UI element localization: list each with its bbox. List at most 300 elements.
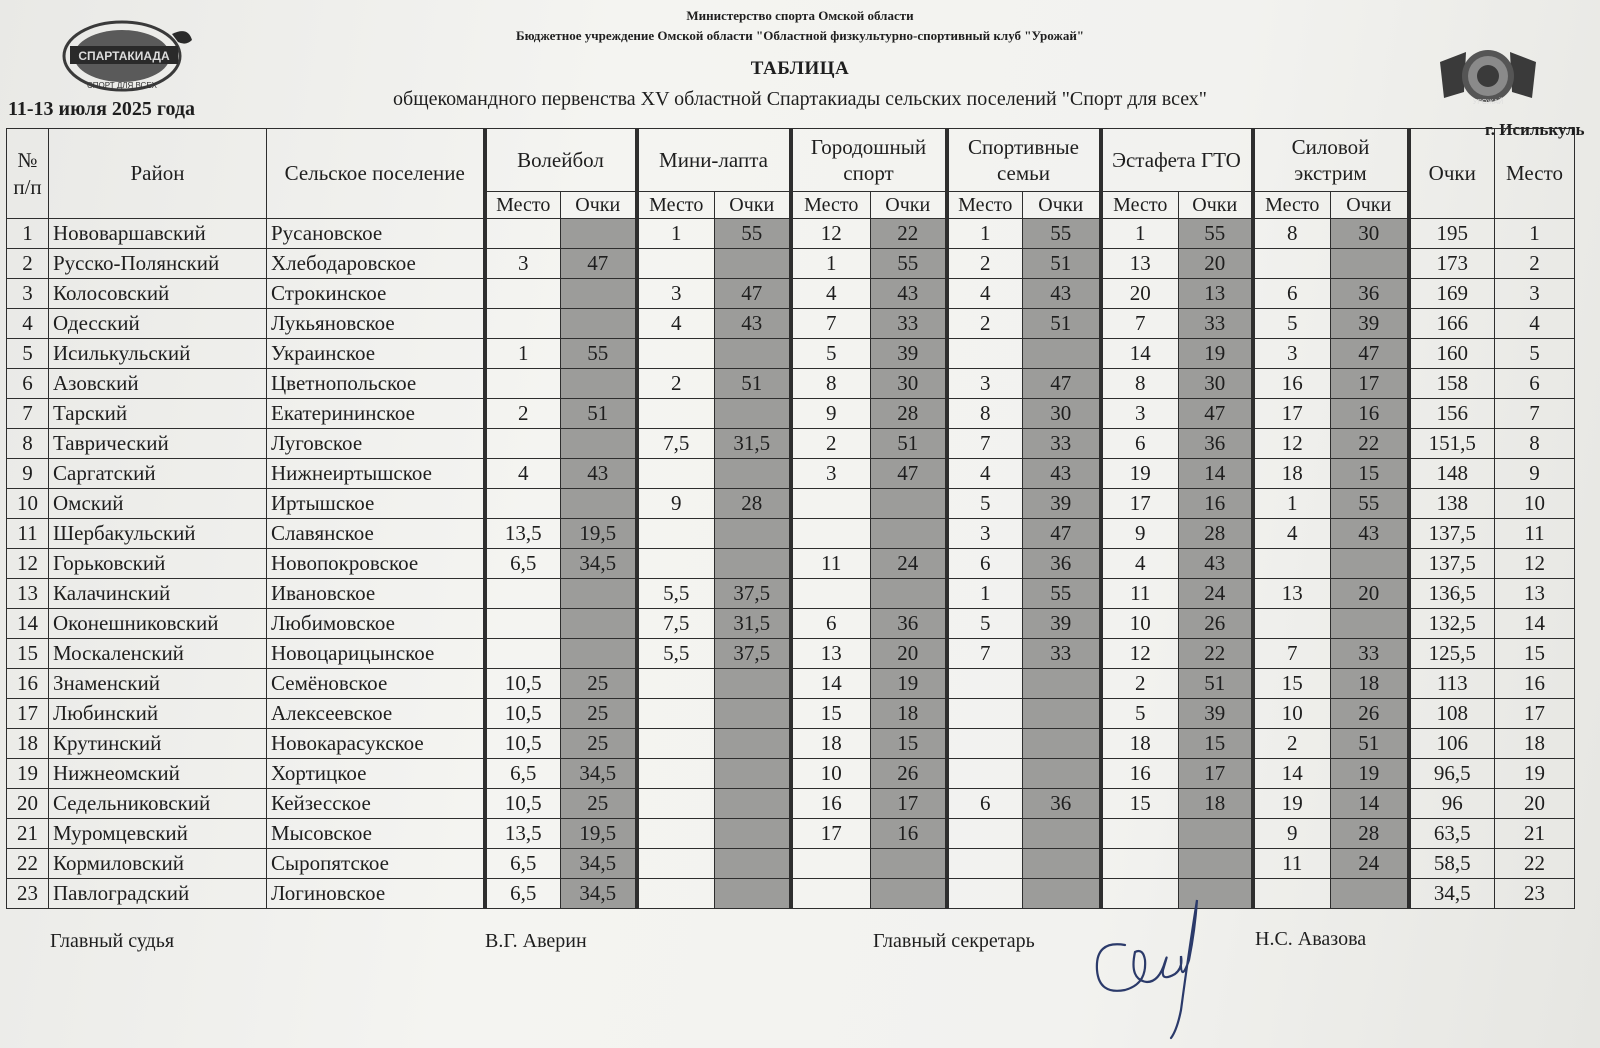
sub-points: Очки [871, 192, 947, 219]
sport-place-cell: 19 [1253, 789, 1331, 819]
settlement-cell: Кейзесское [267, 789, 485, 819]
sport-points-cell: 47 [871, 459, 947, 489]
settlement-cell: Славянское [267, 519, 485, 549]
total-points-cell: 58,5 [1409, 849, 1495, 879]
sport-place-cell: 17 [1253, 399, 1331, 429]
sport-points-cell [715, 759, 791, 789]
sport-points-cell: 37,5 [715, 639, 791, 669]
settlement-cell: Новокарасукское [267, 729, 485, 759]
district-cell: Одесский [49, 309, 267, 339]
sport-place-cell [637, 549, 715, 579]
sport-points-cell: 24 [1179, 579, 1253, 609]
sport-points-cell: 19,5 [561, 819, 637, 849]
col-settlement: Сельское поселение [267, 129, 485, 219]
district-cell: Горьковский [49, 549, 267, 579]
sport-points-cell [715, 849, 791, 879]
total-place-cell: 17 [1495, 699, 1575, 729]
sport-place-cell: 17 [1101, 489, 1179, 519]
col-sport-gorodki: Городошный спорт [791, 129, 947, 192]
table-row [7, 579, 1575, 609]
col-sport-volleyball: Волейбол [485, 129, 637, 192]
sport-place-cell: 1 [1101, 219, 1179, 249]
sport-points-cell: 36 [1331, 279, 1409, 309]
sport-place-cell [947, 759, 1023, 789]
sport-points-cell: 36 [1023, 549, 1101, 579]
sport-points-cell: 22 [1331, 429, 1409, 459]
sport-place-cell: 5 [947, 609, 1023, 639]
sport-place-cell [1253, 609, 1331, 639]
district-cell: Исилькульский [49, 339, 267, 369]
sport-points-cell: 51 [1023, 249, 1101, 279]
total-points-cell: 158 [1409, 369, 1495, 399]
sport-points-cell [871, 849, 947, 879]
total-points-cell: 96 [1409, 789, 1495, 819]
district-cell: Любинский [49, 699, 267, 729]
sport-place-cell: 4 [947, 279, 1023, 309]
sport-points-cell: 47 [561, 249, 637, 279]
sport-points-cell [561, 609, 637, 639]
sport-points-cell: 18 [1331, 669, 1409, 699]
sport-points-cell: 39 [1179, 699, 1253, 729]
col-num: № п/п [7, 129, 49, 219]
sport-place-cell: 12 [1253, 429, 1331, 459]
sport-place-cell: 12 [791, 219, 871, 249]
sport-place-cell: 6,5 [485, 549, 561, 579]
sport-points-cell: 55 [1331, 489, 1409, 519]
sport-place-cell: 4 [791, 279, 871, 309]
sport-place-cell [637, 399, 715, 429]
sub-points: Очки [1331, 192, 1409, 219]
table-row [7, 459, 1575, 489]
sport-place-cell: 5 [1253, 309, 1331, 339]
sport-place-cell: 4 [637, 309, 715, 339]
total-points-cell: 138 [1409, 489, 1495, 519]
sport-place-cell: 6 [791, 609, 871, 639]
table-row [7, 879, 1575, 909]
sport-points-cell: 51 [1023, 309, 1101, 339]
sport-points-cell: 22 [871, 219, 947, 249]
sport-points-cell: 39 [1023, 609, 1101, 639]
sport-place-cell: 1 [947, 579, 1023, 609]
sport-points-cell: 55 [715, 219, 791, 249]
sport-points-cell: 19 [1179, 339, 1253, 369]
sport-place-cell [485, 489, 561, 519]
sport-place-cell: 18 [1101, 729, 1179, 759]
settlement-cell: Логиновское [267, 879, 485, 909]
sport-points-cell [871, 579, 947, 609]
sport-points-cell [715, 249, 791, 279]
row-number-cell: 9 [7, 459, 49, 489]
results-table [6, 128, 1575, 909]
sport-points-cell: 34,5 [561, 879, 637, 909]
sub-place: Место [1101, 192, 1179, 219]
sport-points-cell: 39 [871, 339, 947, 369]
sport-points-cell: 31,5 [715, 609, 791, 639]
sport-place-cell [1253, 879, 1331, 909]
sport-points-cell: 20 [871, 639, 947, 669]
total-points-cell: 137,5 [1409, 549, 1495, 579]
sport-points-cell: 55 [1023, 579, 1101, 609]
sport-points-cell: 15 [1179, 729, 1253, 759]
sport-points-cell: 30 [1179, 369, 1253, 399]
table-row [7, 219, 1575, 249]
total-place-cell: 4 [1495, 309, 1575, 339]
district-cell: Нововаршавский [49, 219, 267, 249]
sport-points-cell [561, 429, 637, 459]
sport-place-cell: 5 [791, 339, 871, 369]
sport-place-cell [947, 819, 1023, 849]
sport-points-cell: 22 [1179, 639, 1253, 669]
sport-place-cell: 14 [1101, 339, 1179, 369]
sport-place-cell: 7 [947, 429, 1023, 459]
sport-points-cell: 43 [561, 459, 637, 489]
row-number-cell: 22 [7, 849, 49, 879]
table-row [7, 789, 1575, 819]
table-row [7, 399, 1575, 429]
chief-judge-label: Главный судья [50, 930, 175, 952]
sport-points-cell [1023, 729, 1101, 759]
settlement-cell: Цветнопольское [267, 369, 485, 399]
sport-points-cell: 55 [561, 339, 637, 369]
sport-place-cell: 10 [1253, 699, 1331, 729]
sport-place-cell [791, 879, 871, 909]
row-number-cell: 10 [7, 489, 49, 519]
sport-points-cell [561, 309, 637, 339]
sport-place-cell: 3 [791, 459, 871, 489]
district-cell: Крутинский [49, 729, 267, 759]
sport-place-cell: 3 [1101, 399, 1179, 429]
sport-place-cell [947, 879, 1023, 909]
district-cell: Кормиловский [49, 849, 267, 879]
settlement-cell: Ивановское [267, 579, 485, 609]
sport-place-cell [637, 699, 715, 729]
sport-points-cell: 47 [1179, 399, 1253, 429]
sport-points-cell: 25 [561, 729, 637, 759]
sport-place-cell [485, 219, 561, 249]
total-points-cell: 148 [1409, 459, 1495, 489]
event-date: 11-13 июля 2025 года [8, 98, 196, 120]
sport-place-cell [637, 339, 715, 369]
sub-place: Место [637, 192, 715, 219]
row-number-cell: 7 [7, 399, 49, 429]
total-points-cell: 137,5 [1409, 519, 1495, 549]
sport-place-cell: 10,5 [485, 729, 561, 759]
sport-place-cell [637, 819, 715, 849]
sport-place-cell: 2 [791, 429, 871, 459]
sport-points-cell: 43 [871, 279, 947, 309]
sport-place-cell [637, 459, 715, 489]
district-cell: Оконешниковский [49, 609, 267, 639]
total-points-cell: 113 [1409, 669, 1495, 699]
row-number-cell: 3 [7, 279, 49, 309]
total-points-cell: 34,5 [1409, 879, 1495, 909]
table-row [7, 249, 1575, 279]
sport-place-cell: 5,5 [637, 579, 715, 609]
sport-place-cell: 16 [791, 789, 871, 819]
total-place-cell: 1 [1495, 219, 1575, 249]
district-cell: Знаменский [49, 669, 267, 699]
sport-points-cell: 19 [1331, 759, 1409, 789]
sport-place-cell: 9 [791, 399, 871, 429]
sport-place-cell [485, 369, 561, 399]
table-row [7, 309, 1575, 339]
district-cell: Таврический [49, 429, 267, 459]
sport-place-cell: 2 [1253, 729, 1331, 759]
sub-points: Очки [1179, 192, 1253, 219]
sport-place-cell: 7 [791, 309, 871, 339]
sport-points-cell: 43 [715, 309, 791, 339]
sport-points-cell: 30 [1331, 219, 1409, 249]
total-points-cell: 173 [1409, 249, 1495, 279]
total-place-cell: 2 [1495, 249, 1575, 279]
district-cell: Павлоградский [49, 879, 267, 909]
total-place-cell: 14 [1495, 609, 1575, 639]
sport-points-cell [871, 879, 947, 909]
row-number-cell: 16 [7, 669, 49, 699]
sport-place-cell: 4 [485, 459, 561, 489]
sport-points-cell: 17 [1179, 759, 1253, 789]
sport-place-cell [637, 879, 715, 909]
sport-place-cell: 3 [947, 369, 1023, 399]
settlement-cell: Хортицкое [267, 759, 485, 789]
district-cell: Тарский [49, 399, 267, 429]
sport-place-cell [1253, 249, 1331, 279]
sport-points-cell: 34,5 [561, 549, 637, 579]
sport-place-cell [637, 849, 715, 879]
sport-place-cell: 7 [1253, 639, 1331, 669]
district-cell: Русско-Полянский [49, 249, 267, 279]
sport-place-cell: 18 [1253, 459, 1331, 489]
institution-line: Бюджетное учреждение Омской области "Областной физкультурно-спортивный клуб "Урожай" [515, 28, 1085, 43]
settlement-cell: Русановское [267, 219, 485, 249]
sport-points-cell [715, 339, 791, 369]
chief-secretary-label: Главный секретарь [873, 930, 1035, 952]
sport-place-cell: 8 [947, 399, 1023, 429]
sport-points-cell [715, 459, 791, 489]
sport-points-cell: 20 [1331, 579, 1409, 609]
sport-place-cell [637, 759, 715, 789]
district-cell: Колосовский [49, 279, 267, 309]
sport-points-cell: 19 [871, 669, 947, 699]
sport-points-cell [1023, 759, 1101, 789]
sport-points-cell: 34,5 [561, 849, 637, 879]
sport-points-cell: 14 [1331, 789, 1409, 819]
total-place-cell: 12 [1495, 549, 1575, 579]
sport-points-cell [561, 369, 637, 399]
sport-points-cell [715, 879, 791, 909]
total-place-cell: 5 [1495, 339, 1575, 369]
sport-points-cell [561, 219, 637, 249]
sport-place-cell [791, 849, 871, 879]
district-cell: Саргатский [49, 459, 267, 489]
sport-points-cell [1331, 249, 1409, 279]
sport-place-cell: 7 [947, 639, 1023, 669]
sport-place-cell: 3 [1253, 339, 1331, 369]
sport-place-cell [485, 429, 561, 459]
total-points-cell: 108 [1409, 699, 1495, 729]
sport-place-cell [947, 699, 1023, 729]
sport-place-cell [791, 519, 871, 549]
row-number-cell: 17 [7, 699, 49, 729]
svg-text:СПОРТ ДЛЯ ВСЕХ: СПОРТ ДЛЯ ВСЕХ [86, 81, 158, 90]
sport-points-cell: 18 [871, 699, 947, 729]
total-points-cell: 63,5 [1409, 819, 1495, 849]
district-cell: Нижнеомский [49, 759, 267, 789]
sport-points-cell [561, 489, 637, 519]
district-cell: Азовский [49, 369, 267, 399]
sport-points-cell [871, 519, 947, 549]
col-total-points: Очки [1409, 129, 1495, 219]
row-number-cell: 13 [7, 579, 49, 609]
total-points-cell: 166 [1409, 309, 1495, 339]
sport-place-cell: 4 [1253, 519, 1331, 549]
table-row [7, 819, 1575, 849]
table-row [7, 639, 1575, 669]
total-place-cell: 19 [1495, 759, 1575, 789]
sport-points-cell [715, 729, 791, 759]
sport-points-cell: 16 [1179, 489, 1253, 519]
sport-points-cell: 55 [1179, 219, 1253, 249]
sport-points-cell: 55 [871, 249, 947, 279]
sport-points-cell [1179, 849, 1253, 879]
total-place-cell: 20 [1495, 789, 1575, 819]
sport-points-cell: 51 [561, 399, 637, 429]
row-number-cell: 23 [7, 879, 49, 909]
sport-points-cell: 43 [1023, 459, 1101, 489]
col-total-place: Место [1495, 129, 1575, 219]
sub-points: Очки [1023, 192, 1101, 219]
sport-points-cell: 30 [871, 369, 947, 399]
sport-points-cell: 51 [1331, 729, 1409, 759]
sport-place-cell: 11 [1253, 849, 1331, 879]
total-points-cell: 195 [1409, 219, 1495, 249]
row-number-cell: 15 [7, 639, 49, 669]
sport-place-cell: 8 [1253, 219, 1331, 249]
total-place-cell: 10 [1495, 489, 1575, 519]
sport-points-cell: 55 [1023, 219, 1101, 249]
sport-points-cell [715, 819, 791, 849]
col-sport-strength-extreme: Силовой экстрим [1253, 129, 1409, 192]
sport-place-cell [947, 729, 1023, 759]
sport-points-cell [1023, 699, 1101, 729]
sport-points-cell [715, 699, 791, 729]
total-place-cell: 11 [1495, 519, 1575, 549]
sport-place-cell: 11 [1101, 579, 1179, 609]
sport-points-cell: 37,5 [715, 579, 791, 609]
sport-place-cell: 14 [1253, 759, 1331, 789]
settlement-cell: Любимовское [267, 609, 485, 639]
sport-points-cell: 14 [1179, 459, 1253, 489]
total-points-cell: 156 [1409, 399, 1495, 429]
sport-points-cell: 39 [1023, 489, 1101, 519]
row-number-cell: 8 [7, 429, 49, 459]
total-place-cell: 6 [1495, 369, 1575, 399]
sport-place-cell [947, 339, 1023, 369]
sport-place-cell: 10,5 [485, 669, 561, 699]
total-place-cell: 9 [1495, 459, 1575, 489]
total-place-cell: 3 [1495, 279, 1575, 309]
sport-place-cell: 2 [947, 249, 1023, 279]
total-place-cell: 7 [1495, 399, 1575, 429]
sport-points-cell: 16 [871, 819, 947, 849]
sport-place-cell [1101, 849, 1179, 879]
sport-points-cell [715, 789, 791, 819]
svg-text:СПАРТАКИАДА: СПАРТАКИАДА [78, 49, 170, 63]
sport-points-cell: 51 [871, 429, 947, 459]
sport-points-cell [561, 279, 637, 309]
sport-place-cell [637, 789, 715, 819]
sport-place-cell: 3 [485, 249, 561, 279]
total-place-cell: 18 [1495, 729, 1575, 759]
settlement-cell: Семёновское [267, 669, 485, 699]
sport-points-cell: 47 [1023, 519, 1101, 549]
settlement-cell: Новопокровское [267, 549, 485, 579]
sport-place-cell: 5 [947, 489, 1023, 519]
sport-points-cell: 36 [871, 609, 947, 639]
sport-points-cell: 18 [1179, 789, 1253, 819]
row-number-cell: 21 [7, 819, 49, 849]
sport-place-cell: 13,5 [485, 819, 561, 849]
sport-place-cell: 8 [1101, 369, 1179, 399]
sport-place-cell: 8 [791, 369, 871, 399]
sport-place-cell: 7,5 [637, 609, 715, 639]
sport-points-cell: 26 [871, 759, 947, 789]
sub-place: Место [947, 192, 1023, 219]
col-district: Район [49, 129, 267, 219]
total-place-cell: 8 [1495, 429, 1575, 459]
sport-place-cell: 13 [1101, 249, 1179, 279]
sport-place-cell: 6,5 [485, 849, 561, 879]
sport-place-cell: 5,5 [637, 639, 715, 669]
total-points-cell: 151,5 [1409, 429, 1495, 459]
sport-place-cell: 6 [1253, 279, 1331, 309]
settlement-cell: Украинское [267, 339, 485, 369]
sub-points: Очки [715, 192, 791, 219]
sport-points-cell: 30 [1023, 399, 1101, 429]
ministry-line: Министерство спорта Омской области [686, 8, 914, 23]
sport-points-cell [715, 669, 791, 699]
total-place-cell: 13 [1495, 579, 1575, 609]
total-points-cell: 125,5 [1409, 639, 1495, 669]
sport-place-cell [791, 489, 871, 519]
settlement-cell: Хлебодаровское [267, 249, 485, 279]
settlement-cell: Сыропятское [267, 849, 485, 879]
sport-place-cell: 4 [947, 459, 1023, 489]
table-row [7, 339, 1575, 369]
sport-place-cell [485, 279, 561, 309]
sport-points-cell: 25 [561, 669, 637, 699]
sport-place-cell: 2 [947, 309, 1023, 339]
settlement-cell: Мысовское [267, 819, 485, 849]
sport-points-cell: 28 [1179, 519, 1253, 549]
sport-points-cell: 19,5 [561, 519, 637, 549]
sport-points-cell: 43 [1179, 549, 1253, 579]
row-number-cell: 20 [7, 789, 49, 819]
sport-points-cell: 31,5 [715, 429, 791, 459]
sub-place: Место [1253, 192, 1331, 219]
table-row [7, 429, 1575, 459]
table-row [7, 519, 1575, 549]
sport-place-cell: 1 [637, 219, 715, 249]
document-title: ТАБЛИЦА [750, 58, 850, 79]
sport-points-cell [1331, 879, 1409, 909]
sport-points-cell [1023, 339, 1101, 369]
sport-points-cell: 26 [1179, 609, 1253, 639]
sport-points-cell: 33 [1179, 309, 1253, 339]
col-sport-gto-relay: Эстафета ГТО [1101, 129, 1253, 192]
row-number-cell: 11 [7, 519, 49, 549]
sport-points-cell: 28 [715, 489, 791, 519]
